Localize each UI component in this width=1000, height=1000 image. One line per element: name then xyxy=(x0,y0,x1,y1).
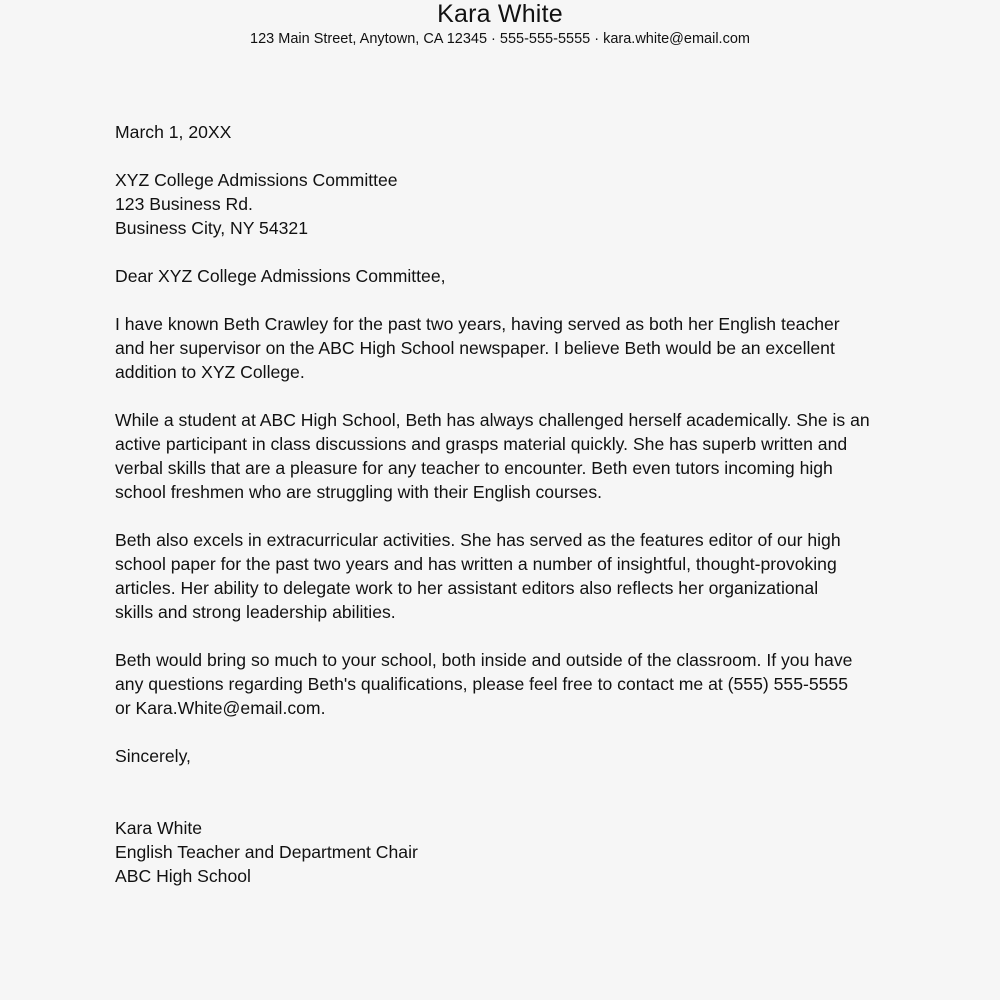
paragraph-2 xyxy=(115,408,885,504)
signature-name: Kara White xyxy=(115,818,203,838)
paragraph-line: I have known Beth Crawley for the past two years, having served as both her English teacher xyxy=(115,314,840,334)
paragraph-3 xyxy=(115,528,885,624)
recipient-line: 123 Business Rd. xyxy=(115,194,253,214)
paragraph-line: verbal skills that are a pleasure for any teacher to encounter. Beth even tutors incoming high xyxy=(115,458,833,478)
paragraph-line: or Kara.White@email.com. xyxy=(115,698,326,718)
letter-body xyxy=(115,120,885,912)
salutation: Dear XYZ College Admissions Committee, xyxy=(115,266,446,286)
recipient-line: XYZ College Admissions Committee xyxy=(115,170,398,190)
signature-title: English Teacher and Department Chair xyxy=(115,842,418,862)
paragraph-line: skills and strong leadership abilities. xyxy=(115,602,396,622)
paragraph-line: articles. Her ability to delegate work to her assistant editors also reflects her organizational xyxy=(115,578,819,598)
paragraph-line: school paper for the past two years and has written a number of insightful, thought-provoking xyxy=(115,554,837,574)
letter-date: March 1, 20XX xyxy=(115,122,232,142)
recipient-address xyxy=(115,168,885,240)
paragraph-line: addition to XYZ College. xyxy=(115,362,305,382)
signature-block xyxy=(115,816,885,888)
sender-contact-line: 123 Main Street, Anytown, CA 12345 · 555-555-5555 · kara.white@email.com xyxy=(250,31,750,47)
letterhead xyxy=(0,0,1000,48)
paragraph-line: Beth would bring so much to your school, both inside and outside of the classroom. If you have xyxy=(115,650,853,670)
paragraph-1 xyxy=(115,312,885,384)
signature-organization: ABC High School xyxy=(115,866,251,886)
paragraph-line: active participant in class discussions and grasps material quickly. She has superb written and xyxy=(115,434,848,454)
paragraph-line: school freshmen who are struggling with their English courses. xyxy=(115,482,602,502)
paragraph-line: any questions regarding Beth's qualifications, please feel free to contact me at (555) 555-5555 xyxy=(115,674,848,694)
paragraph-4 xyxy=(115,648,885,720)
recipient-line: Business City, NY 54321 xyxy=(115,218,308,238)
closing: Sincerely, xyxy=(115,746,191,766)
paragraph-line: While a student at ABC High School, Beth has always challenged herself academically. She is an xyxy=(115,410,870,430)
paragraph-line: Beth also excels in extracurricular activities. She has served as the features editor of our high xyxy=(115,530,841,550)
paragraph-line: and her supervisor on the ABC High School newspaper. I believe Beth would be an excellent xyxy=(115,338,835,358)
sender-name: Kara White xyxy=(437,0,563,28)
